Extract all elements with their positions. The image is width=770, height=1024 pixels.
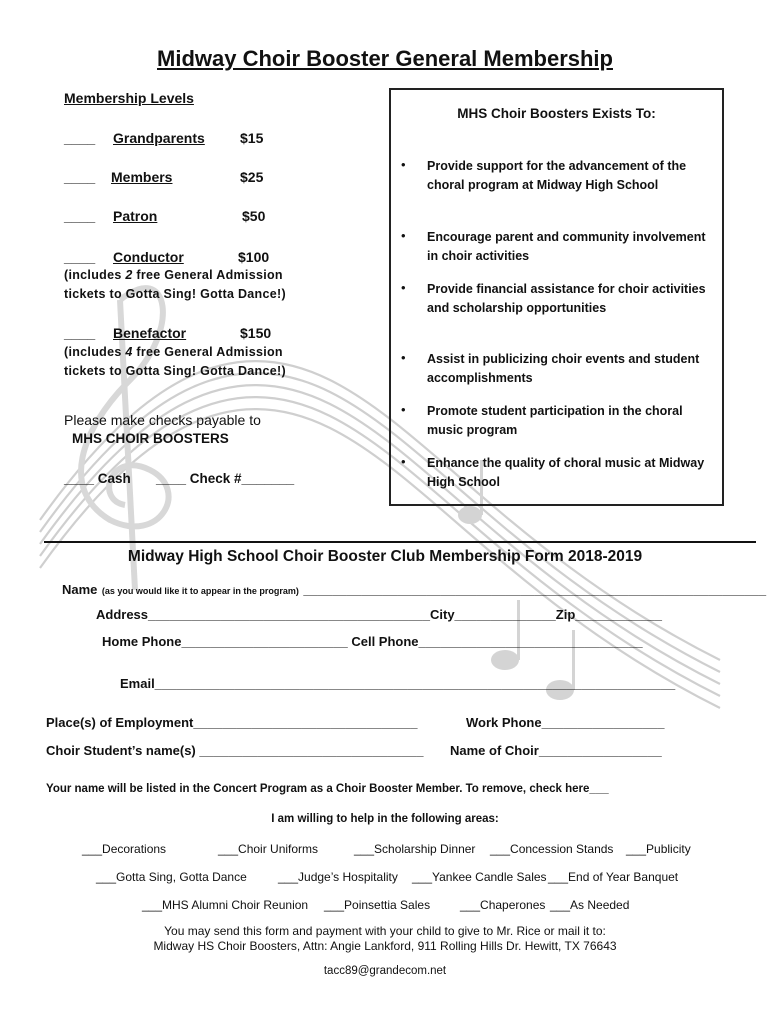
level-grandparents-price: $15 <box>240 130 264 146</box>
help-option[interactable]: ___Yankee Candle Sales <box>412 870 547 884</box>
phone-fields[interactable]: Home Phone_______________________ Cell Phone_______________________________ <box>102 634 643 649</box>
level-benefactor-blank[interactable]: ____ <box>64 325 96 341</box>
help-option[interactable]: ___As Needed <box>550 898 630 912</box>
page-title: Midway Choir Booster General Membership <box>157 46 613 71</box>
level-patron-name: Patron <box>113 208 158 224</box>
email-field[interactable]: Email________________________________________________________________________ <box>120 676 676 691</box>
help-option[interactable]: ___Chaperones <box>460 898 546 912</box>
contact-email: tacc89@grandecom.net <box>323 965 447 977</box>
help-option[interactable]: ___Scholarship Dinner <box>354 842 476 856</box>
level-patron-price: $50 <box>242 208 266 224</box>
level-members-price: $25 <box>240 169 264 185</box>
purpose-item: Encourage parent and community involvement in choir activities <box>427 230 706 263</box>
choir-name-field[interactable]: Name of Choir_________________ <box>450 743 662 758</box>
work-phone-field[interactable]: Work Phone_________________ <box>466 715 665 730</box>
student-name-field[interactable]: Choir Student’s name(s) _______________________________ <box>46 743 424 758</box>
bullet-icon: • <box>401 228 406 243</box>
purpose-item: Provide support for the advancement of the choral program at Midway High School <box>427 159 687 192</box>
bullet-icon: • <box>401 350 406 365</box>
payee-name: MHS CHOIR BOOSTERS <box>72 431 229 446</box>
benefactor-note-line2: tickets to Gotta Sing! Gotta Dance!) <box>64 364 286 378</box>
help-option[interactable]: ___Publicity <box>626 842 691 856</box>
check-option[interactable]: ____ Check #_______ <box>156 471 295 486</box>
name-field[interactable] <box>62 581 766 599</box>
bullet-icon: • <box>401 157 406 172</box>
name-label: Name <box>62 582 98 597</box>
purpose-item: Provide financial assistance for choir activities and scholarship opportunities <box>427 282 706 315</box>
send-instructions-line1: You may send this form and payment with your child to give to Mr. Rice or mail it to: <box>164 924 606 938</box>
help-option[interactable]: ___Judge’s Hospitality <box>278 870 398 884</box>
benefactor-note: (includes 4 free General Admission <box>64 345 283 359</box>
help-option[interactable]: ___MHS Alumni Choir Reunion <box>142 898 309 912</box>
bullet-icon: • <box>401 280 406 295</box>
level-conductor-price: $100 <box>238 249 270 265</box>
level-conductor-name: Conductor <box>113 249 184 265</box>
cash-option[interactable]: ____ Cash <box>64 471 131 486</box>
employment-field[interactable]: Place(s) of Employment_______________________________ <box>46 715 418 730</box>
name-hint: (as you would like it to appear in the program) <box>101 586 299 596</box>
address-city-zip-field[interactable]: Address_______________________________________City______________Zip____________ <box>96 607 663 622</box>
level-members-blank[interactable]: ____ <box>64 169 96 185</box>
help-option[interactable]: ___Concession Stands <box>490 842 614 856</box>
help-option[interactable]: ___Decorations <box>82 842 167 856</box>
level-benefactor-name: Benefactor <box>113 325 187 341</box>
send-instructions-line2: Midway HS Choir Boosters, Attn: Angie Lankford, 911 Rolling Hills Dr. Hewitt, TX 76643 <box>153 939 617 953</box>
bullet-icon: • <box>401 454 406 469</box>
conductor-note-line2: tickets to Gotta Sing! Gotta Dance!) <box>64 287 286 301</box>
help-option[interactable]: ___End of Year Banquet <box>548 870 679 884</box>
name-line: ________________________________________________________________ <box>303 582 767 597</box>
purpose-item: Enhance the quality of choral music at Midway High School <box>427 456 705 489</box>
level-conductor-blank[interactable]: ____ <box>64 249 96 265</box>
payment-instruction: Please make checks payable to <box>64 412 261 428</box>
purpose-box-title: MHS Choir Boosters Exists To: <box>457 106 656 121</box>
level-grandparents-blank[interactable]: ____ <box>64 130 96 146</box>
help-option[interactable]: ___Poinsettia Sales <box>324 898 431 912</box>
help-heading: I am willing to help in the following areas: <box>271 813 499 825</box>
level-benefactor-price: $150 <box>240 325 272 341</box>
level-grandparents-name: Grandparents <box>113 130 205 146</box>
level-members-name: Members <box>111 169 173 185</box>
membership-levels-heading: Membership Levels <box>64 90 194 106</box>
conductor-note: (includes 2 free General Admission <box>64 268 283 282</box>
purpose-item: Promote student participation in the choral music program <box>427 404 683 437</box>
level-patron-blank[interactable]: ____ <box>64 208 96 224</box>
form-title: Midway High School Choir Booster Club Membership Form 2018-2019 <box>127 548 643 565</box>
music-note-icon <box>491 650 519 670</box>
help-option[interactable]: ___Choir Uniforms <box>218 842 319 856</box>
purpose-item: Assist in publicizing choir events and student accomplishments <box>427 352 700 385</box>
bullet-icon: • <box>401 402 406 417</box>
program-listing-note[interactable]: Your name will be listed in the Concert Program as a Choir Booster Member. To remove, check here___ <box>46 783 609 795</box>
help-option[interactable]: ___Gotta Sing, Gotta Dance <box>96 870 247 884</box>
section-divider <box>44 541 756 543</box>
purpose-box <box>389 88 724 506</box>
